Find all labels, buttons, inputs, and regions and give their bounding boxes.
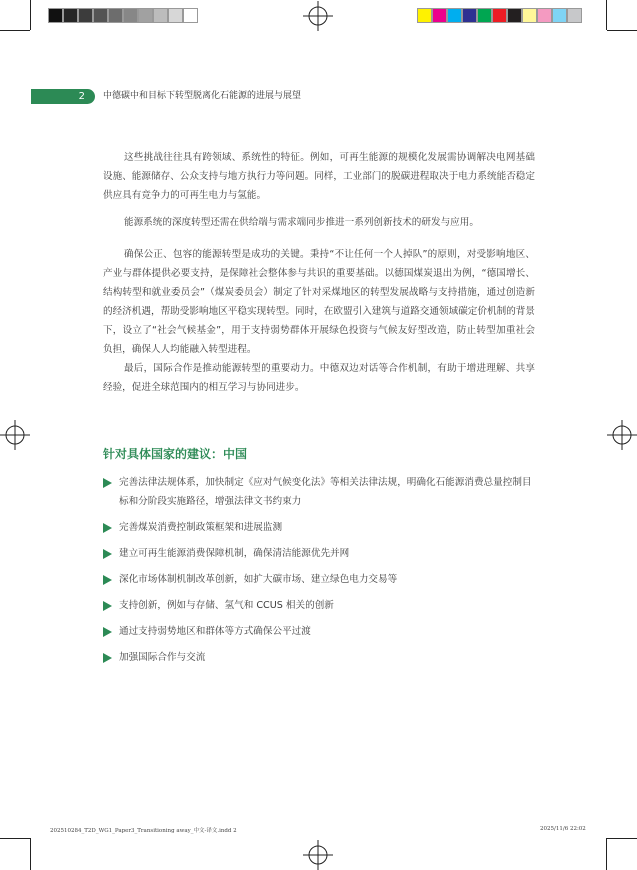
color-swatch	[507, 8, 522, 23]
page-number: 2	[78, 91, 85, 102]
triangle-bullet-icon	[103, 575, 112, 585]
gray-swatch	[78, 8, 93, 23]
gray-swatch	[123, 8, 138, 23]
page-number-tab	[31, 89, 95, 104]
paragraph-challenges: 这些挑战往往具有跨领域、系统性的特征。例如，可再生能源的规模化发展需协调解决电网基础设施、能源储存、公众支持与地方执行力等问题。同样，工业部门的脱碳进程取决于电力系统能否稳定供应具有竞争力的可再生电力与氢能。	[103, 152, 535, 201]
list-item	[103, 648, 539, 667]
list-item	[103, 622, 539, 641]
triangle-bullet-icon	[103, 478, 112, 488]
color-swatch	[477, 8, 492, 23]
gray-swatch	[183, 8, 198, 23]
list-item	[103, 570, 539, 589]
gray-swatch	[63, 8, 78, 23]
color-swatch	[432, 8, 447, 23]
list-item-text: 深化市场体制机制改革创新，如扩大碳市场、建立绿色电力交易等	[119, 574, 398, 585]
gray-swatch	[48, 8, 63, 23]
list-item	[103, 518, 539, 537]
section-title: 针对具体国家的建议：中国	[103, 447, 248, 461]
color-swatch	[537, 8, 552, 23]
color-swatch	[492, 8, 507, 23]
list-item	[103, 473, 539, 511]
registration-mark-top	[303, 1, 333, 31]
list-item	[103, 544, 539, 563]
color-swatch	[567, 8, 582, 23]
list-item-text: 加强国际合作与交流	[119, 652, 206, 663]
list-item	[103, 596, 539, 615]
list-item-text: 支持创新，例如与存储、氢气和 CCUS 相关的创新	[119, 600, 334, 611]
running-title: 中德碳中和目标下转型脱离化石能源的进展与展望	[103, 91, 302, 101]
gray-swatch	[153, 8, 168, 23]
color-swatch	[417, 8, 432, 23]
gray-swatch	[168, 8, 183, 23]
process-color-bar	[417, 8, 582, 23]
paragraph-just-transition: 确保公正、包容的能源转型是成功的关键。秉持“不让任何一个人掉队”的原则，对受影响地区、产业与群体提供必要支持，是保障社会整体参与共识的重要基础。以德国煤炭退出为例，“德国增长、结构转型和就业委员会”（煤炭委员会）制定了针对采煤地区的转型发展战略与支持措施，通过创造新的经济机遇，帮助受影响地区平稳实现转型。同时，在欧盟引入建筑与道路交通领域碳定价机制的背景下，设立了“社会气候基金”，用于支持弱势群体开展绿色投资与气候友好型改造，防止转型加重社会负担，确保人人均能融入转型进程。	[103, 249, 535, 355]
color-swatch	[522, 8, 537, 23]
gray-swatch	[108, 8, 123, 23]
gray-swatch	[93, 8, 108, 23]
triangle-bullet-icon	[103, 653, 112, 663]
slug-timestamp: 2025/11/6 22:02	[540, 826, 586, 832]
triangle-bullet-icon	[103, 601, 112, 611]
color-swatch	[462, 8, 477, 23]
triangle-bullet-icon	[103, 523, 112, 533]
color-swatch	[552, 8, 567, 23]
list-item-text: 建立可再生能源消费保障机制，确保清洁能源优先并网	[119, 548, 350, 559]
triangle-bullet-icon	[103, 549, 112, 559]
registration-mark-left	[0, 420, 30, 450]
paragraph-international-cooperation: 最后，国际合作是推动能源转型的重要动力。中德双边对话等合作机制，有助于增进理解、共享经验，促进全球范围内的相互学习与协同进步。	[103, 363, 535, 393]
triangle-bullet-icon	[103, 627, 112, 637]
paragraph-innovation: 能源系统的深度转型还需在供给端与需求端同步推进一系列创新技术的研发与应用。	[124, 217, 479, 228]
recommendation-list	[103, 473, 539, 674]
gray-swatch	[138, 8, 153, 23]
list-item-text: 完善法律法规体系，加快制定《应对气候变化法》等相关法律法规，明确化石能源消费总量控制目标和分阶段实施路径，增强法律文书约束力	[119, 477, 532, 507]
registration-mark-bottom	[303, 840, 333, 870]
registration-mark-right	[607, 420, 637, 450]
grayscale-color-bar	[48, 8, 198, 23]
slug-file-info: 202510284_T2D_WG1_Paper3_Transitioning away_中文-译文.indd 2	[50, 828, 237, 834]
list-item-text: 通过支持弱势地区和群体等方式确保公平过渡	[119, 626, 311, 637]
color-swatch	[447, 8, 462, 23]
list-item-text: 完善煤炭消费控制政策框架和进展监测	[119, 522, 283, 533]
